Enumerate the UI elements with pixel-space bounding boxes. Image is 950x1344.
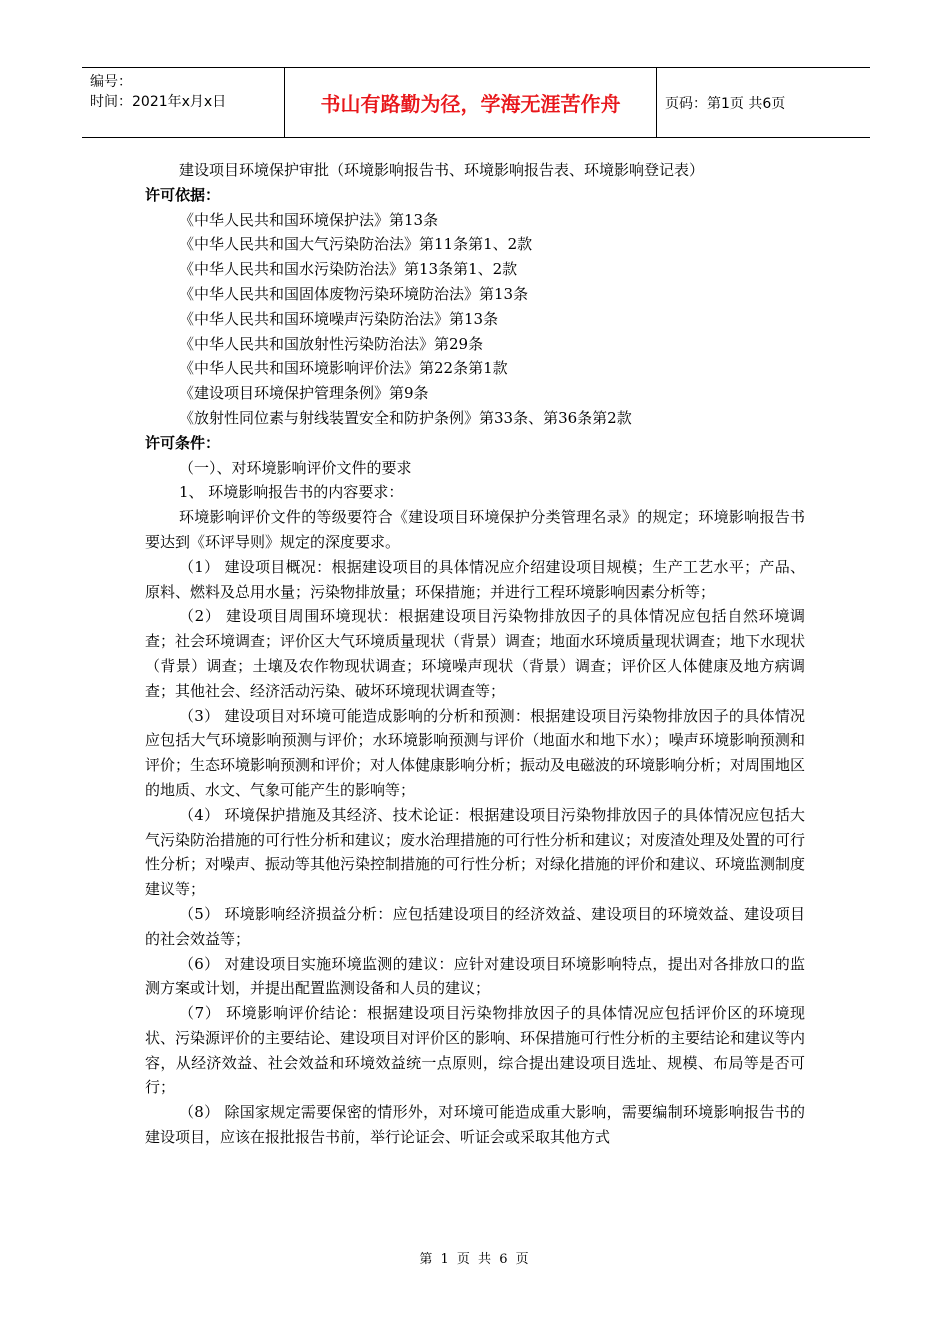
header-motto: 书山有路勤为径，学海无涯苦作舟 — [285, 68, 657, 137]
requirement-point: （4） 环境保护措施及其经济、技术论证：根据建设项目污染物排放因子的具体情况应包括大气污染防治措施的可行性分析和建议；废水治理措施的可行性分析和建议；对废渣处理及处置的可行性分析；对噪声、振动等其他污染控制措施的可行性分析；对绿化措施的评价和建议、环境监测制度建议等； — [145, 805, 806, 899]
conditions-intro: （一）、对环境影响评价文件的要求 — [179, 458, 412, 477]
requirement-point: （7） 环境影响评价结论：根据建设项目污染物排放因子的具体情况应包括评价区的环境现状、污染源评价的主要结论、建设项目对评价区的影响、环保措施可行性分析的主要结论和建议等内容，从经济效益、社会效益和环境效益统一点原则，综合提出建设项目选址、规模、布局等是否可行； — [145, 1004, 806, 1097]
document-title-line: 建设项目环境保护审批（环境影响报告书、环境影响报告表、环境影响登记表） — [179, 161, 705, 179]
header-time: 时间：2021年x月x日 — [90, 94, 227, 110]
page-footer: 第 1 页 共 6 页 — [419, 1252, 531, 1267]
requirement-point: （1） 建设项目概况：根据建设项目的具体情况应介绍建设项目规模；生产工艺水平；产品、原料、燃料及总用水量；污染物排放量；环保措施；并进行工程环境影响因素分析等； — [145, 557, 805, 601]
basis-item: 《中华人民共和国环境保护法》第13条 — [179, 210, 439, 229]
header-number: 编号： — [90, 74, 132, 90]
conditions-heading: 许可条件： — [145, 433, 221, 452]
basis-item: 《中华人民共和国放射性污染防治法》第29条 — [179, 334, 484, 353]
basis-item: 《中华人民共和国固体废物污染环境防治法》第13条 — [179, 284, 529, 303]
basis-item: 《放射性同位素与射线装置安全和防护条例》第33条、第36条第2款 — [179, 408, 632, 427]
item-1-heading: 1、 环境影响报告书的内容要求： — [179, 483, 404, 502]
grade-paragraph: 环境影响评价文件的等级要符合《建设项目环境保护分类管理名录》的规定；环境影响报告书要达到《环评导则》规定的深度要求。 — [145, 508, 805, 551]
requirement-point: （5） 环境影响经济损益分析：应包括建设项目的经济效益、建设项目的环境效益、建设项目的社会效益等； — [145, 904, 805, 948]
basis-item: 《中华人民共和国环境影响评价法》第22条第1款 — [179, 359, 508, 378]
requirement-point: （3） 建设项目对环境可能造成影响的分析和预测：根据建设项目污染物排放因子的具体情况应包括大气环境影响预测与评价；水环境影响预测与评价（地面水和地下水）；噪声环境影响预测和评价；生态环境影响预测和评价；对人体健康影响分析；振动及电磁波的环境影响分析；对周围地区的地质、水文、气象可能产生的影响等； — [145, 706, 806, 799]
basis-heading: 许可依据： — [145, 185, 221, 204]
requirement-point: （2） 建设项目周围环境现状：根据建设项目污染物排放因子的具体情况应包括自然环境调查；社会环境调查；评价区大气环境质量现状（背景）调查；地面水环境质量现状调查；地下水现状（背景）调查；土壤及农作物现状调查；环境噪声现状（背景）调查；评价区人体健康及地方病调查；其他社会、经济活动污染、破坏环境现状调查等； — [145, 607, 806, 700]
basis-item: 《中华人民共和国大气污染防治法》第11条第1、2款 — [179, 235, 533, 254]
requirement-point: （6） 对建设项目实施环境监测的建议：应针对建设项目环境影响特点，提出对各排放口的监测方案或计划，并提出配置监测设备和人员的建议； — [145, 954, 805, 998]
page-header — [82, 67, 870, 138]
basis-item: 《建设项目环境保护管理条例》第9条 — [179, 384, 429, 403]
header-info-cell — [82, 68, 285, 137]
basis-item: 《中华人民共和国环境噪声污染防治法》第13条 — [179, 309, 499, 328]
basis-item: 《中华人民共和国水污染防治法》第13条第1、2款 — [179, 260, 518, 279]
document-body — [145, 158, 805, 1150]
requirement-point: （8） 除国家规定需要保密的情形外，对环境可能造成重大影响，需要编制环境影响报告书的建设项目，应该在报批报告书前，举行论证会、听证会或采取其他方式 — [145, 1103, 805, 1147]
header-page-number: 页码：第1页 共6页 — [665, 95, 786, 112]
